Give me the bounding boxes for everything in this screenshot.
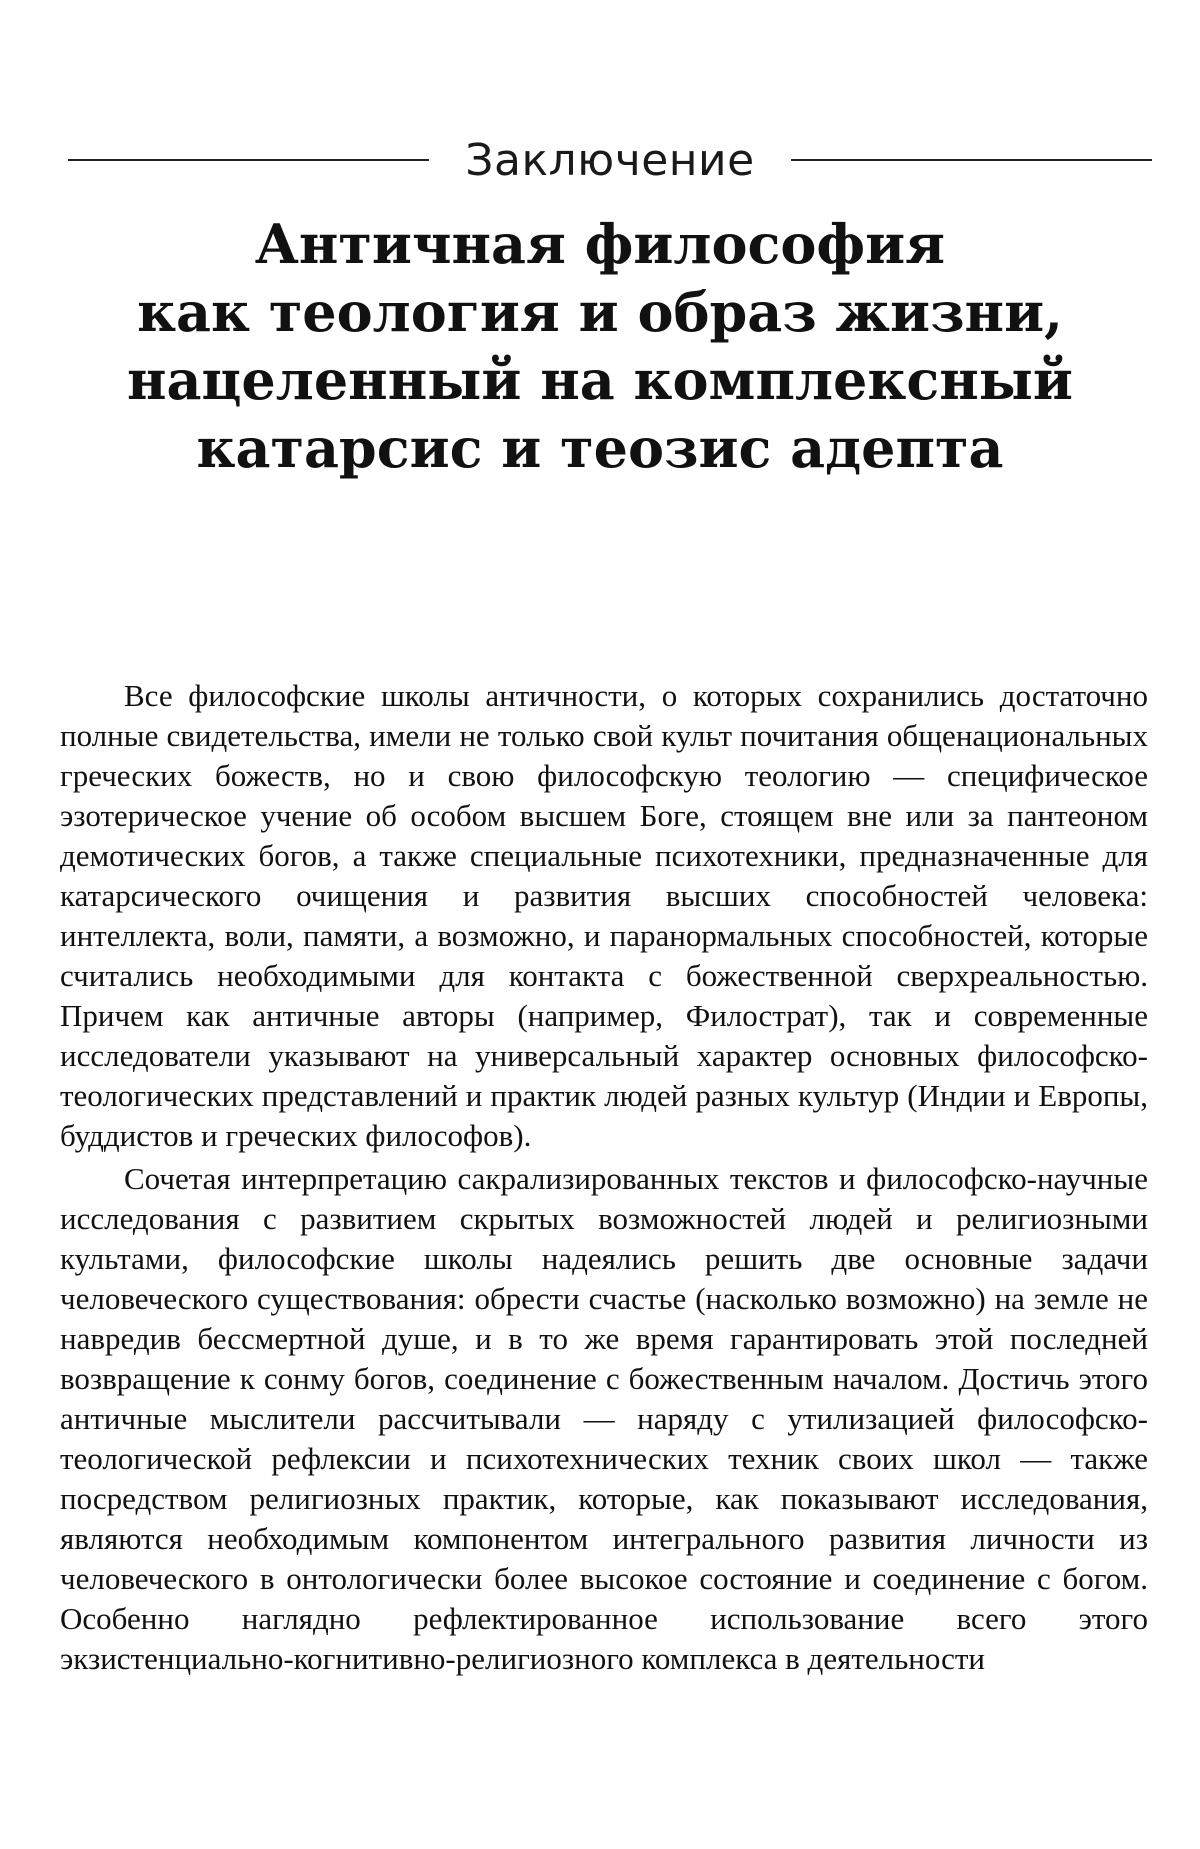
chapter-title-line: как теология и образ жизни, xyxy=(137,280,1063,344)
header-rule-left xyxy=(68,159,429,161)
header-rule-right xyxy=(791,159,1152,161)
section-label: Заключение xyxy=(465,134,755,186)
chapter-title-line: нацеленный на комплексный xyxy=(126,348,1073,412)
paragraph: Сочетая интерпретацию сакрализированных текстов и философско-научные исследования с развитием скрытых возможностей людей и религиозными культами, философские школы надеялись решить две основные задачи человеческого существования: обрести счастье (насколько возможно) на земле не навредив бессмертной душе, и в то же время гарантировать этой последней возвращение к сонму богов, соединение с божественным началом. Достичь этого античные мыслители рассчитывали — наряду с утилизацией философско-теологической рефлексии и психотехнических техник своих школ — также посредством религиозных практик, которые, как показывают исследования, являются необходимым компонентом интегрального развития личности из человеческого в онтологически более высокое состояние и соединение с богом. Особенно наглядно рефлектированное использование всего этого экзистенциально-когнитивно-религиозного комплекса в деятельности xyxy=(60,1161,1148,1676)
paragraph: Все философские школы античности, о которых сохранились достаточно полные свидетельства, имели не только свой культ почитания общенациональных греческих божеств, но и свою философскую теологию — специфическое эзотерическое учение об особом высшем Боге, стоящем вне или за пантеоном демотических богов, а также специальные психотехники, предназначенные для катарсического очищения и развития высших способностей человека: интеллекта, воли, памяти, а возможно, и паранормальных способностей, которые считались необходимыми для контакта с божественной сверхреальностью. Причем как античные авторы (например, Филострат), так и современные исследователи указывают на универсальный характер основных философско-теологических представлений и практик людей разных культур (Индии и Европы, буддистов и греческих философов). xyxy=(60,678,1148,1153)
chapter-title xyxy=(60,210,1140,482)
section-header xyxy=(68,130,1152,190)
chapter-title-line: катарсис и теозис адепта xyxy=(196,416,1004,480)
body-text xyxy=(60,676,1148,1679)
chapter-title-line: Античная философия xyxy=(254,212,946,276)
